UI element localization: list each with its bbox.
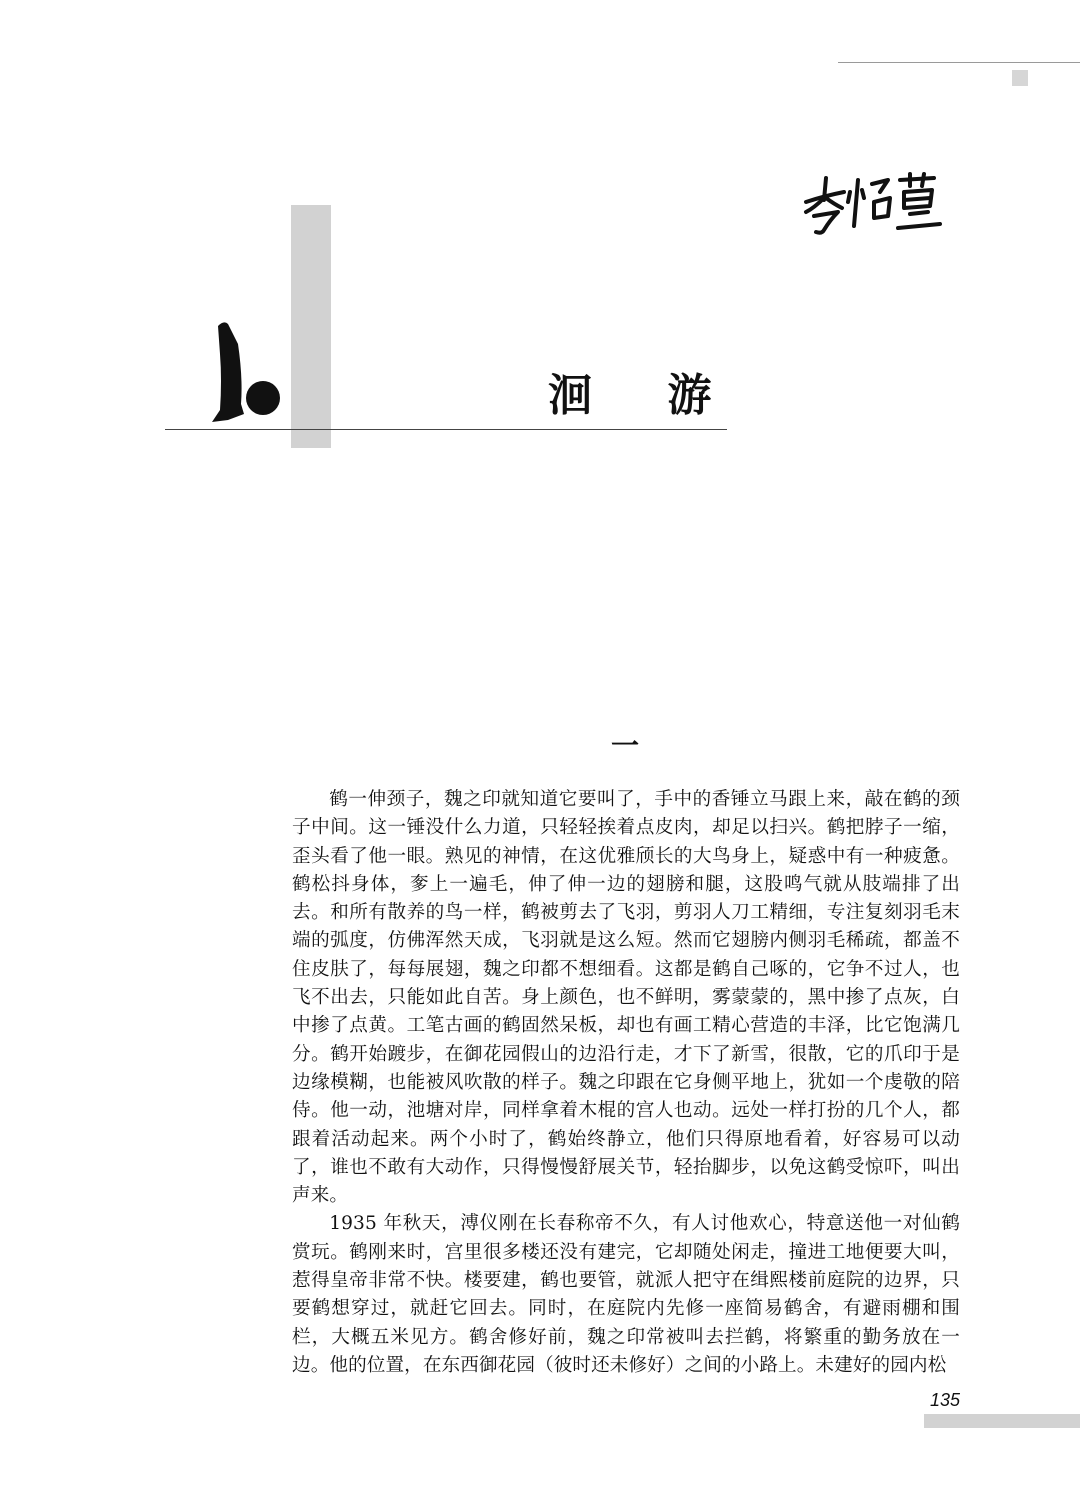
- corner-marker: [1012, 70, 1028, 86]
- brush-stroke-ornament: [208, 318, 280, 424]
- section-number: 一: [610, 729, 639, 762]
- chapter-title: 洄 游: [548, 370, 742, 421]
- footer-bar: [924, 1414, 1080, 1428]
- title-accent-bar: [291, 205, 331, 448]
- author-signature-image: [800, 170, 945, 240]
- page-number: 135: [929, 1390, 960, 1410]
- paragraph: 鹤一伸颈子，魏之印就知道它要叫了，手中的香锤立马跟上来，敲在鹤的颈子中间。这一锤没什么力道，只轻轻挨着点皮肉，却足以扫兴。鹤把脖子一缩，歪头看了他一眼。熟见的神情，在这优雅颀长的大鸟身上，疑惑中有一种疲惫。鹤松抖身体，奓上一遍毛，伸了伸一边的翅膀和腿，这股鸣气就从肢端排了出去。和所有散养的鸟一样，鹤被剪去了飞羽，剪羽人刀工精细，专注复刻羽毛末端的弧度，仿佛浑然天成，飞羽就是这么短。然而它翅膀内侧羽毛稀疏，都盖不住皮肤了，每每展翅，魏之印都不想细看。这都是鹤自己啄的，它争不过人，也飞不出去，只能如此自苦。身上颜色，也不鲜明，雾蒙蒙的，黑中掺了点灰，白中掺了点黄。工笔古画的鹤固然呆板，却也有画工精心营造的丰泽，比它饱满几分。鹤开始踱步，在御花园假山的边沿行走，才下了新雪，很散，它的爪印于是边缘模糊，也能被风吹散的样子。魏之印跟在它身侧平地上，犹如一个虔敬的陪侍。他一动，池塘对岸，同样拿着木棍的宫人也动。远处一样打扮的几个人，都跟着活动起来。两个小时了，鹤始终静立，他们只得原地看着，好容易可以动了，谁也不敢有大动作，只得慢慢舒展关节，轻抬脚步，以免这鹤受惊吓，叫出声来。: [292, 789, 960, 1207]
- body-text: [292, 786, 960, 1380]
- paragraph: 1935 年秋天，溥仪刚在长春称帝不久，有人讨他欢心，特意送他一对仙鹤赏玩。鹤刚来时，宫里很多楼还没有建完，它却随处闲走，撞进工地便要大叫，惹得皇帝非常不快。楼要建，鹤也要管，就派人把守在缉熙楼前庭院的边界，只要鹤想穿过，就赶它回去。同时，在庭院内先修一座简易鹤舍，有避雨棚和围栏，大概五米见方。鹤舍修好前，魏之印常被叫去拦鹤，将繁重的勤务放在一边。他的位置，在东西御花园（彼时还未修好）之间的小路上。未建好的园内松: [292, 1213, 960, 1376]
- header-rule: [838, 62, 1080, 63]
- title-underline: [165, 429, 727, 430]
